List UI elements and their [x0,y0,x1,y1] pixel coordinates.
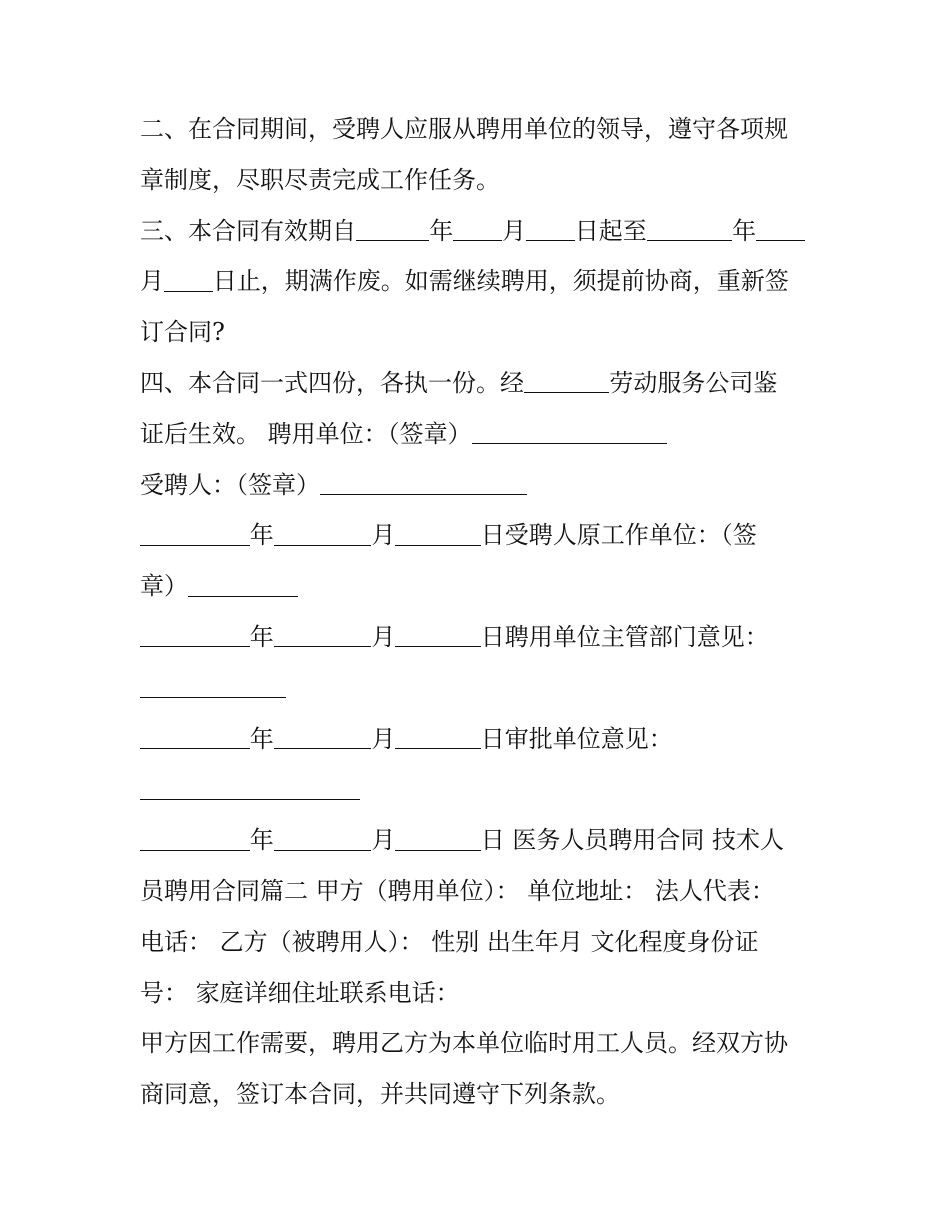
text-line [140,764,820,815]
text-line: 章制度，尽职尽责完成工作任务。 [140,165,500,194]
fill-in-blank [274,618,372,648]
text-line: 四、本合同一式四份，各执一份。经 劳动服务公司鉴 [140,358,820,409]
document-body [140,104,820,1120]
fill-in-blank [274,719,372,749]
fill-in-blank [274,821,372,851]
fill-in-blank [524,364,609,394]
text-line: 证后生效。 聘用单位：（签章） [140,409,820,460]
text-line: 年 月 日聘用单位主管部门意见： [140,612,820,663]
text-line: 章） [140,561,820,612]
text-line: 电话： 乙方（被聘用人）： 性别 出生年月 文化程度身份证 [140,927,759,956]
fill-in-blank [756,211,805,241]
text-line: 甲方因工作需要，聘用乙方为本单位临时用工人员。经双方协 [140,1029,788,1058]
fill-in-blank [395,618,480,648]
fill-in-blank [395,719,480,749]
text-line: 号： 家庭详细住址联系电话： [140,978,460,1007]
text-line: 二、在合同期间，受聘人应服从聘用单位的领导，遵守各项规 [140,115,788,143]
text-line: 员聘用合同篇二 甲方（聘用单位）： 单位地址： 法人代表： [140,876,775,905]
fill-in-blank [395,516,480,546]
fill-in-blank [320,465,527,495]
fill-in-blank [140,719,250,749]
text-line: 月 日止，期满作废。如需继续聘用，须提前协商，重新签 [140,256,820,307]
fill-in-blank [274,516,372,546]
fill-in-blank [453,211,502,241]
text-line: 订合同? [140,318,225,347]
fill-in-blank [395,821,480,851]
fill-in-blank [140,668,286,698]
fill-in-blank [356,211,429,241]
text-line: 年 月 日受聘人原工作单位：（签 [140,510,820,561]
fill-in-blank [140,770,360,800]
text-line: 商同意，签订本合同，并共同遵守下列条款。 [140,1080,620,1109]
text-line: 受聘人：（签章） [140,460,820,511]
fill-in-blank [647,211,732,241]
fill-in-blank [140,618,250,648]
text-line [140,663,820,714]
text-line: 年 月 日 医务人员聘用合同 技术人 [140,815,820,866]
text-line: 三、本合同有效期自 年 月 日起至 年 [140,206,820,257]
fill-in-blank [526,211,575,241]
fill-in-blank [140,821,250,851]
fill-in-blank [164,262,213,292]
text-line: 年 月 日审批单位意见： [140,714,820,765]
fill-in-blank [140,516,250,546]
fill-in-blank [472,414,667,444]
fill-in-blank [188,567,298,597]
